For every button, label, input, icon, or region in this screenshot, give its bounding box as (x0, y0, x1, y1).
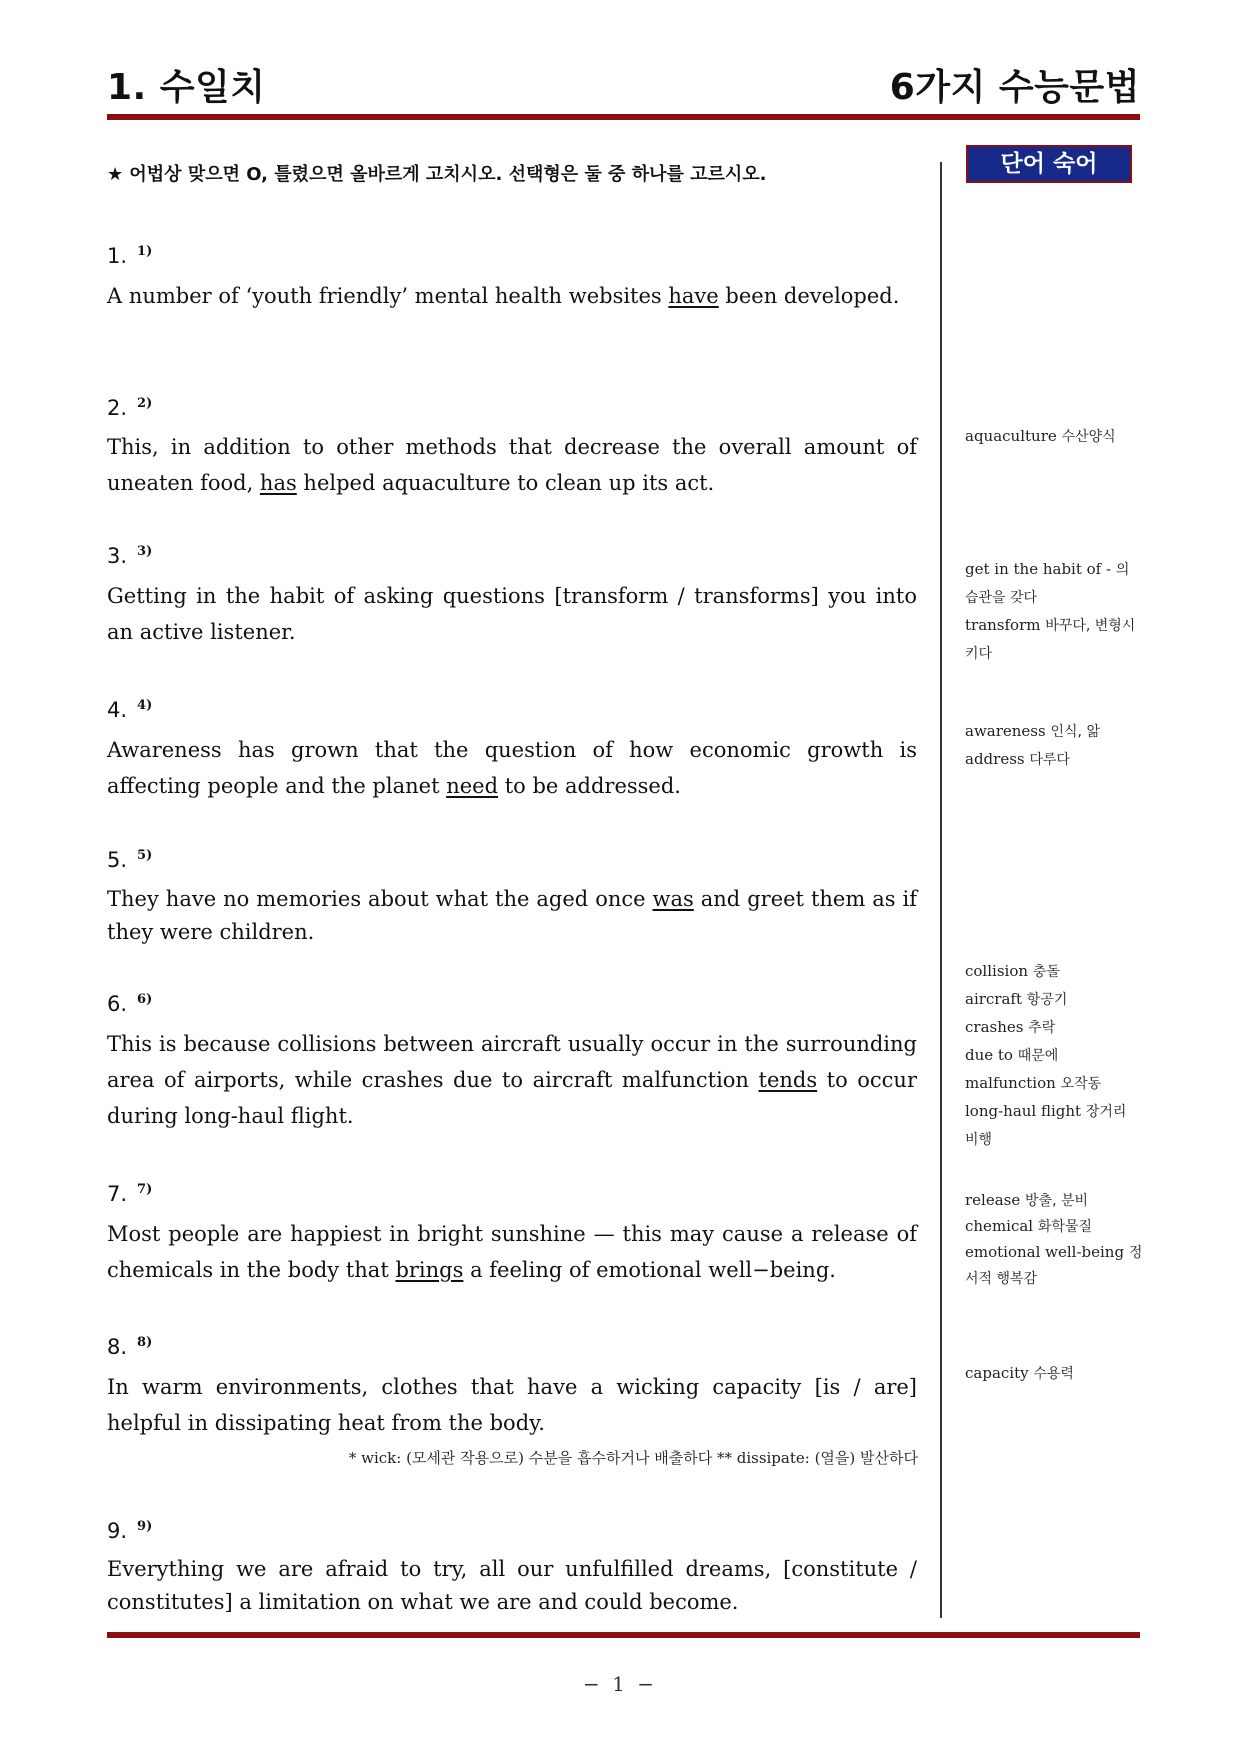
vocab-entry: address 다루다 (965, 750, 1070, 768)
vocab-entry: get in the habit of - 의 습관을 갖다 (965, 560, 1130, 606)
footnote-ref: 1) (137, 244, 153, 259)
question-text: This, in addition to other methods that decrease the overall amount of uneaten food, has helped aquaculture to clean up its act. (107, 435, 917, 495)
footnote-ref: 5) (137, 848, 153, 863)
question-number: 1. $^{1)}$ (107, 244, 153, 268)
vocab-entry: awareness 인식, 앎 (965, 722, 1100, 740)
footnote-ref: 6) (137, 992, 153, 1007)
vocab-entry: aquaculture 수산양식 (965, 427, 1116, 445)
vocab-entry: crashes 추락 (965, 1018, 1056, 1036)
vocab-entry: release 방출, 분비 (965, 1191, 1089, 1209)
question-number: 7. $^{7)}$ (107, 1182, 153, 1206)
question-number: 3. $^{3)}$ (107, 544, 153, 568)
footnote-ref: 8) (137, 1335, 153, 1350)
question-text: A number of ‘youth friendly’ mental health websites have been developed. (107, 284, 900, 308)
question-text: Getting in the habit of asking questions [transform / transforms] you into an active listener. (107, 584, 917, 644)
vocab-group (965, 423, 1143, 451)
chapter-title: 1. 수일치 (107, 67, 266, 108)
vocab-group (965, 1360, 1143, 1388)
underlined-target: has (259, 471, 297, 495)
vocab-entry: due to 때문에 (965, 1046, 1059, 1064)
footnote-ref: 9) (137, 1519, 153, 1534)
question-text: Everything we are afraid to try, all our unfulfilled dreams, [constitute / constitutes] a limitation on what we are and could become. (107, 1557, 917, 1614)
vocab-footnote: * wick: (모세관 작용으로) 수분을 흡수하거나 배출하다 ** dissipate: (열을) 발산하다 (348, 1449, 918, 1467)
footnote-ref: 2) (137, 396, 153, 411)
question-text: Awareness has grown that the question of how economic growth is affecting people and the planet need to be addressed. (107, 738, 917, 798)
footer-rule (107, 1632, 1140, 1638)
page-header (107, 62, 1140, 114)
vocab-entry: chemical 화학물질 (965, 1217, 1092, 1235)
vocab-group (965, 718, 1143, 774)
vocab-entry: aircraft 항공기 (965, 990, 1068, 1008)
question-text: In warm environments, clothes that have a wicking capacity [is / are] helpful in dissipating heat from the body. (107, 1375, 917, 1435)
vocab-entry: malfunction 오작동 (965, 1074, 1102, 1092)
underlined-target: brings (395, 1258, 464, 1282)
vocab-entry: transform 바꾸다, 변형시키다 (965, 616, 1136, 662)
vocab-entry: capacity 수용력 (965, 1364, 1074, 1382)
book-title: 6가지 수능문법 (889, 67, 1140, 108)
question-number: 8. $^{8)}$ (107, 1335, 153, 1359)
question-number: 4. $^{4)}$ (107, 698, 153, 722)
footnote-ref: 3) (137, 544, 153, 559)
underlined-target: need (446, 774, 499, 798)
question-number: 2. $^{2)}$ (107, 396, 153, 420)
question-number: 9. $^{9)}$ (107, 1519, 153, 1543)
vocab-entry: long-haul flight 장거리 비행 (965, 1102, 1127, 1148)
page-number: − 1 − (583, 1672, 657, 1696)
footnote-ref: 4) (137, 698, 153, 713)
underlined-target: have (668, 284, 719, 308)
vocab-title-badge: 단어 숙어 (966, 145, 1132, 183)
vocab-entry: emotional well-being 정서적 행복감 (965, 1243, 1143, 1287)
footnote-ref: 7) (137, 1182, 153, 1197)
underlined-target: was (652, 887, 694, 911)
vocab-group (965, 1188, 1143, 1292)
question-text: They have no memories about what the aged once was and greet them as if they were children. (107, 887, 917, 944)
vocab-group (965, 556, 1143, 668)
question-text: Most people are happiest in bright sunshine — this may cause a release of chemicals in the body that brings a feeling of emotional well−being. (107, 1222, 917, 1282)
question-number: 6. $^{6)}$ (107, 992, 153, 1016)
column-divider (940, 162, 942, 1618)
vocab-entry: collision 충돌 (965, 962, 1060, 980)
question-text: This is because collisions between aircraft usually occur in the surrounding area of airports, while crashes due to aircraft malfunction tends to occur during long-haul flight. (107, 1032, 917, 1128)
instruction: ★ 어법상 맞으면 O, 틀렸으면 올바르게 고치시오. 선택형은 둘 중 하나를 고르시오. (107, 164, 767, 185)
question-number: 5. $^{5)}$ (107, 848, 153, 872)
vocab-group (965, 958, 1143, 1154)
underlined-target: tends (758, 1068, 818, 1092)
header-rule (107, 114, 1140, 120)
